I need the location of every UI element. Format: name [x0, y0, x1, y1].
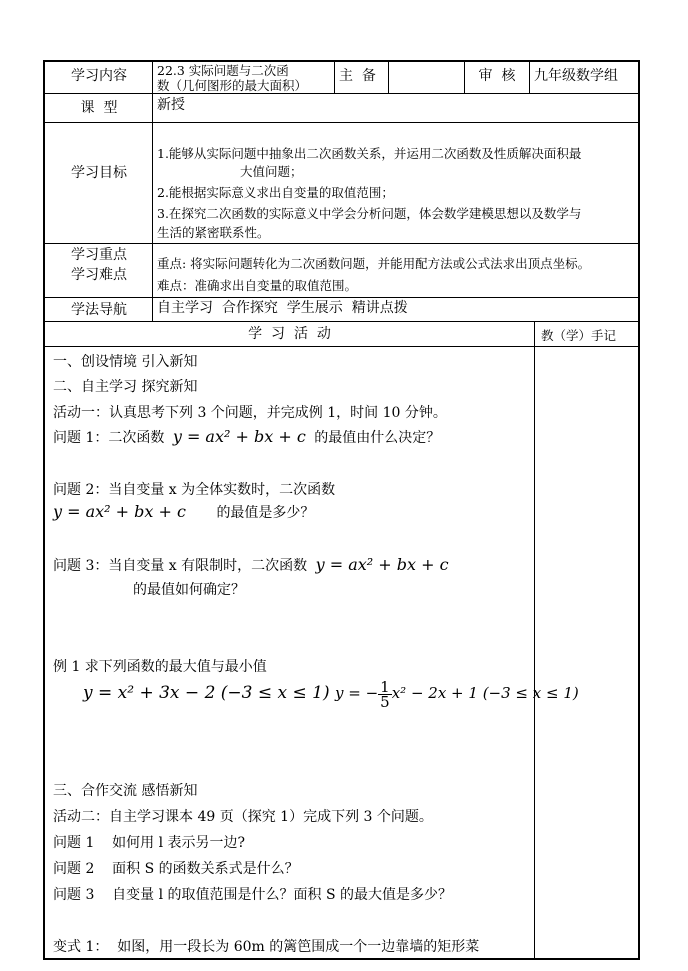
- section-2-heading: 二、自主学习 探究新知: [53, 379, 198, 395]
- function-b-left: y = −: [335, 684, 379, 702]
- row-divider: [45, 297, 638, 298]
- question-1: [53, 428, 440, 447]
- quadratic-formula: y = ax² + bx + c: [172, 427, 306, 446]
- reviewer-value: 九年级数学组: [534, 68, 618, 84]
- column-divider: [464, 62, 465, 93]
- activity-1: 活动一：认真思考下列 3 个问题，并完成例 1，时间 10 分钟。: [53, 405, 447, 421]
- goals-label: 学习目标: [71, 165, 127, 181]
- problem-3: 问题 3 自变量 l 的取值范围是什么？面积 S 的最大值是多少？: [53, 887, 453, 903]
- problem-1: 问题 1 如何用 l 表示另一边?: [53, 835, 246, 851]
- example-1: 例 1 求下列函数的最大值与最小值: [53, 659, 267, 675]
- method-label: 学法导航: [71, 302, 127, 318]
- type-value: 新授: [157, 97, 185, 113]
- content-label: 学习内容: [71, 68, 127, 84]
- question-3-suffix: 的最值如何确定？: [133, 582, 245, 598]
- fraction-denominator: 5: [380, 692, 390, 711]
- goal-line: 1.能够从实际问题中抽象出二次函数关系，并运用二次函数及性质解决面积最: [157, 146, 582, 161]
- preparer-label: 主 备: [339, 68, 376, 84]
- quadratic-formula: y = ax² + bx + c: [315, 555, 449, 574]
- row-divider: [45, 243, 638, 244]
- quadratic-formula: y = ax² + bx + c: [53, 502, 186, 521]
- row-divider: [45, 321, 638, 322]
- difficulty-label: 学习难点: [71, 267, 127, 283]
- row-divider: [45, 346, 638, 347]
- question-2-suffix: 的最值是多少？: [216, 505, 315, 521]
- question-1-suffix: 的最值由什么决定？: [314, 430, 441, 446]
- difficulty-text: 难点：准确求出自变量的取值范围。: [157, 278, 358, 293]
- question-3-line1: [53, 556, 449, 575]
- goal-line: 大值问题；: [240, 164, 303, 179]
- lesson-title-line1: 22.3 实际问题与二次函: [157, 63, 289, 78]
- function-b-right: x² − 2x + 1 (−3 ≤ x ≤ 1): [391, 684, 579, 702]
- focus-label: 学习重点: [71, 247, 127, 263]
- variant-1: 变式 1： 如图，用一段长为 60m 的篱笆围成一个一边靠墙的矩形菜: [53, 939, 480, 955]
- fraction: [378, 677, 392, 711]
- method-value: 自主学习 合作探究 学生展示 精讲点拨: [157, 300, 408, 316]
- reviewer-label: 审 核: [478, 68, 516, 84]
- question-3-prefix: 问题 3：当自变量 x 有限制时，二次函数: [53, 558, 308, 574]
- goal-line: 2.能根据实际意义求出自变量的取值范围；: [157, 185, 394, 200]
- activity-label: 学 习 活 动: [248, 326, 331, 342]
- fraction-numerator: 1: [380, 677, 390, 696]
- goal-line: 生活的紧密联系性。: [157, 225, 270, 240]
- row-divider: [45, 93, 638, 94]
- column-divider: [529, 62, 530, 93]
- question-1-prefix: 问题 1：二次函数: [53, 430, 165, 446]
- column-divider: [334, 62, 335, 93]
- lesson-plan-table: [43, 60, 640, 960]
- activity-2: 活动二：自主学习课本 49 页（探究 1）完成下列 3 个问题。: [53, 809, 433, 825]
- section-1-heading: 一、创设情境 引入新知: [53, 354, 198, 370]
- column-divider: [388, 62, 389, 93]
- focus-text: 重点: 将实际问题转化为二次函数问题，并能用配方法或公式法求出顶点坐标。: [157, 256, 591, 271]
- row-divider: [45, 122, 638, 123]
- example-1-function-b: [335, 679, 579, 709]
- column-divider: [152, 62, 153, 321]
- question-2-line1: 问题 2：当自变量 x 为全体实数时，二次函数: [53, 482, 336, 498]
- notes-column-divider: [534, 321, 535, 960]
- section-3-heading: 三、合作交流 感悟新知: [53, 783, 198, 799]
- notes-label: 教（学）手记: [541, 328, 617, 343]
- lesson-title-line2: 数（几何图形的最大面积）: [157, 78, 308, 93]
- problem-2: 问题 2 面积 S 的函数关系式是什么？: [53, 861, 299, 877]
- question-2-line2: [53, 503, 314, 522]
- type-label: 课 型: [80, 100, 118, 116]
- example-1-function-a: y = x² + 3x − 2 (−3 ≤ x ≤ 1): [83, 683, 330, 703]
- goal-line: 3.在探究二次函数的实际意义中学会分析问题，体会数学建模思想以及数学与: [157, 206, 582, 221]
